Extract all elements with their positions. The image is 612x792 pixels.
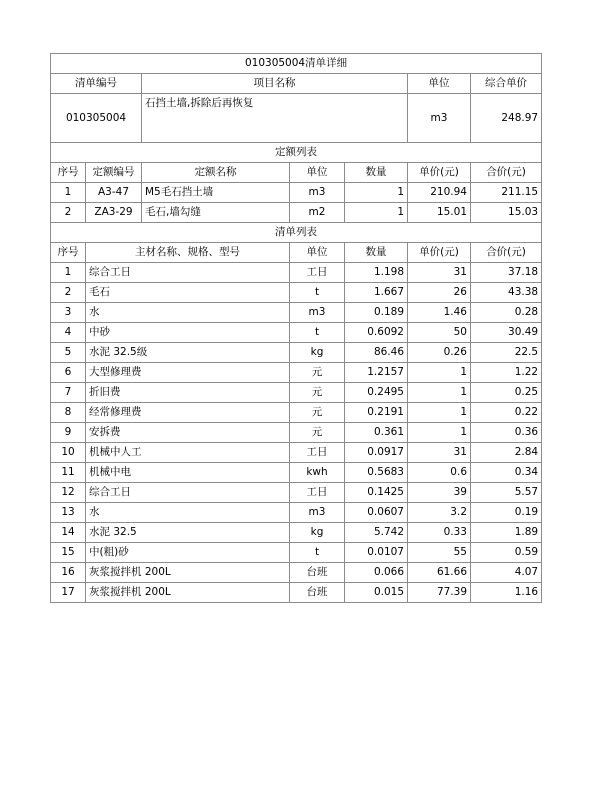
table-cell: 5.57 xyxy=(471,483,542,503)
table-cell: 台班 xyxy=(290,563,345,583)
table-cell: 0.36 xyxy=(471,423,542,443)
materials-row xyxy=(51,463,542,483)
table-cell: 31 xyxy=(408,443,471,463)
materials-row xyxy=(51,443,542,463)
table-cell: 0.1425 xyxy=(345,483,408,503)
table-cell: 0.33 xyxy=(408,523,471,543)
table-cell: 1.89 xyxy=(471,523,542,543)
table-cell: 15.03 xyxy=(471,203,542,223)
table-cell: 1 xyxy=(408,423,471,443)
table-cell: 6 xyxy=(51,363,86,383)
materials-row xyxy=(51,583,542,603)
table-cell: 26 xyxy=(408,283,471,303)
materials-header-cell: 合价(元) xyxy=(471,243,542,263)
table-cell: 水泥 32.5 xyxy=(86,523,290,543)
table-cell: 安拆费 xyxy=(86,423,290,443)
table-cell: m2 xyxy=(290,203,345,223)
quota-header-cell: 定额编号 xyxy=(86,163,142,183)
table-cell: 55 xyxy=(408,543,471,563)
table-cell: 1 xyxy=(345,203,408,223)
table-cell: 毛石 xyxy=(86,283,290,303)
table-cell: 机械中人工 xyxy=(86,443,290,463)
table-cell: kg xyxy=(290,343,345,363)
table-cell: 211.15 xyxy=(471,183,542,203)
table-cell: 0.015 xyxy=(345,583,408,603)
materials-row xyxy=(51,423,542,443)
quota-section-row xyxy=(51,143,542,163)
table-cell: 毛石,墙勾缝 xyxy=(142,203,290,223)
table-cell: 1 xyxy=(408,383,471,403)
table-cell: 0.25 xyxy=(471,383,542,403)
table-cell: 77.39 xyxy=(408,583,471,603)
table-cell: 15.01 xyxy=(408,203,471,223)
materials-row xyxy=(51,543,542,563)
table-cell: 1.46 xyxy=(408,303,471,323)
table-title: 010305004清单详细 xyxy=(51,54,542,74)
materials-header-row xyxy=(51,243,542,263)
table-cell: 0.0917 xyxy=(345,443,408,463)
table-cell: 14 xyxy=(51,523,86,543)
table-cell: 1.198 xyxy=(345,263,408,283)
table-cell: 0.0607 xyxy=(345,503,408,523)
table-cell: 综合工日 xyxy=(86,483,290,503)
table-cell: 0.066 xyxy=(345,563,408,583)
table-cell: 1 xyxy=(408,363,471,383)
table-cell: 工日 xyxy=(290,443,345,463)
header-price: 综合单价 xyxy=(471,74,542,94)
table-cell: 0.6092 xyxy=(345,323,408,343)
table-cell: 9 xyxy=(51,423,86,443)
table-cell: kwh xyxy=(290,463,345,483)
materials-header-cell: 单价(元) xyxy=(408,243,471,263)
table-cell: 0.28 xyxy=(471,303,542,323)
table-cell: 中砂 xyxy=(86,323,290,343)
materials-section-row xyxy=(51,223,542,243)
title-row xyxy=(51,54,542,74)
table-cell: m3 xyxy=(290,183,345,203)
table-cell: 1.16 xyxy=(471,583,542,603)
table-cell: 0.19 xyxy=(471,503,542,523)
quota-header-cell: 单位 xyxy=(290,163,345,183)
table-cell: 元 xyxy=(290,423,345,443)
table-cell: 0.2495 xyxy=(345,383,408,403)
materials-row xyxy=(51,403,542,423)
table-cell: 元 xyxy=(290,403,345,423)
header-unit: 单位 xyxy=(408,74,471,94)
table-cell: kg xyxy=(290,523,345,543)
materials-row xyxy=(51,563,542,583)
header-name: 项目名称 xyxy=(142,74,408,94)
table-cell: 0.22 xyxy=(471,403,542,423)
table-cell: 0.26 xyxy=(408,343,471,363)
table-cell: t xyxy=(290,543,345,563)
materials-row xyxy=(51,503,542,523)
table-cell: 22.5 xyxy=(471,343,542,363)
item-name: 石挡土墙,拆除后再恢复 xyxy=(142,94,408,143)
materials-row xyxy=(51,283,542,303)
table-cell: 台班 xyxy=(290,583,345,603)
table-cell: 1 xyxy=(345,183,408,203)
item-unit: m3 xyxy=(408,94,471,143)
materials-row xyxy=(51,363,542,383)
item-price: 248.97 xyxy=(471,94,542,143)
table-cell: 31 xyxy=(408,263,471,283)
table-cell: 水 xyxy=(86,303,290,323)
table-cell: 水泥 32.5级 xyxy=(86,343,290,363)
table-cell: 元 xyxy=(290,383,345,403)
table-cell: 15 xyxy=(51,543,86,563)
table-cell: 30.49 xyxy=(471,323,542,343)
table-cell: 1.22 xyxy=(471,363,542,383)
table-cell: 3.2 xyxy=(408,503,471,523)
table-cell: 1 xyxy=(51,263,86,283)
materials-row xyxy=(51,483,542,503)
table-cell: 5 xyxy=(51,343,86,363)
table-cell: 39 xyxy=(408,483,471,503)
table-cell: 折旧费 xyxy=(86,383,290,403)
quota-header-cell: 单价(元) xyxy=(408,163,471,183)
table-cell: 0.59 xyxy=(471,543,542,563)
header-code: 清单编号 xyxy=(51,74,142,94)
table-cell: t xyxy=(290,283,345,303)
quota-header-cell: 数量 xyxy=(345,163,408,183)
materials-row xyxy=(51,343,542,363)
materials-section-title: 清单列表 xyxy=(51,223,542,243)
materials-header-cell: 主材名称、规格、型号 xyxy=(86,243,290,263)
table-cell: 工日 xyxy=(290,483,345,503)
table-cell: 3 xyxy=(51,303,86,323)
table-cell: 210.94 xyxy=(408,183,471,203)
materials-header-cell: 数量 xyxy=(345,243,408,263)
quota-row xyxy=(51,183,542,203)
table-cell: 50 xyxy=(408,323,471,343)
table-cell: 7 xyxy=(51,383,86,403)
table-cell: 12 xyxy=(51,483,86,503)
quota-section-title: 定额列表 xyxy=(51,143,542,163)
table-cell: 灰浆搅拌机 200L xyxy=(86,583,290,603)
quota-header-row xyxy=(51,163,542,183)
table-cell: 大型修理费 xyxy=(86,363,290,383)
table-cell: 中(粗)砂 xyxy=(86,543,290,563)
table-cell: 1.2157 xyxy=(345,363,408,383)
table-cell: 4 xyxy=(51,323,86,343)
table-cell: 0.5683 xyxy=(345,463,408,483)
table-cell: 13 xyxy=(51,503,86,523)
table-cell: 4.07 xyxy=(471,563,542,583)
table-cell: A3-47 xyxy=(86,183,142,203)
quota-header-cell: 序号 xyxy=(51,163,86,183)
table-cell: 灰浆搅拌机 200L xyxy=(86,563,290,583)
materials-row xyxy=(51,523,542,543)
table-cell: 0.34 xyxy=(471,463,542,483)
table-cell: 0.189 xyxy=(345,303,408,323)
table-cell: 5.742 xyxy=(345,523,408,543)
table-cell: 1 xyxy=(51,183,86,203)
header-row xyxy=(51,74,542,94)
table-cell: ZA3-29 xyxy=(86,203,142,223)
table-cell: 1 xyxy=(408,403,471,423)
table-cell: 2 xyxy=(51,203,86,223)
table-cell: m3 xyxy=(290,303,345,323)
materials-header-cell: 序号 xyxy=(51,243,86,263)
table-cell: m3 xyxy=(290,503,345,523)
table-cell: 86.46 xyxy=(345,343,408,363)
table-cell: 1.667 xyxy=(345,283,408,303)
materials-row xyxy=(51,323,542,343)
item-row xyxy=(51,94,542,143)
table-cell: 经常修理费 xyxy=(86,403,290,423)
quota-header-cell: 合价(元) xyxy=(471,163,542,183)
table-cell: 8 xyxy=(51,403,86,423)
table-cell: 43.38 xyxy=(471,283,542,303)
table-cell: 0.6 xyxy=(408,463,471,483)
table-cell: 元 xyxy=(290,363,345,383)
table-cell: t xyxy=(290,323,345,343)
materials-header-cell: 单位 xyxy=(290,243,345,263)
table-cell: 0.0107 xyxy=(345,543,408,563)
table-cell: 10 xyxy=(51,443,86,463)
table-cell: 11 xyxy=(51,463,86,483)
quota-row xyxy=(51,203,542,223)
table-cell: 0.361 xyxy=(345,423,408,443)
table-cell: 17 xyxy=(51,583,86,603)
materials-row xyxy=(51,383,542,403)
table-cell: 2 xyxy=(51,283,86,303)
table-cell: 2.84 xyxy=(471,443,542,463)
table-cell: 工日 xyxy=(290,263,345,283)
item-code: 010305004 xyxy=(51,94,142,143)
table-cell: 61.66 xyxy=(408,563,471,583)
table-cell: 机械中电 xyxy=(86,463,290,483)
table-cell: 水 xyxy=(86,503,290,523)
table-cell: M5毛石挡土墙 xyxy=(142,183,290,203)
materials-row xyxy=(51,263,542,283)
table-cell: 37.18 xyxy=(471,263,542,283)
materials-row xyxy=(51,303,542,323)
bill-detail-table xyxy=(50,53,542,603)
table-cell: 0.2191 xyxy=(345,403,408,423)
quota-header-cell: 定额名称 xyxy=(142,163,290,183)
table-cell: 综合工日 xyxy=(86,263,290,283)
table-cell: 16 xyxy=(51,563,86,583)
